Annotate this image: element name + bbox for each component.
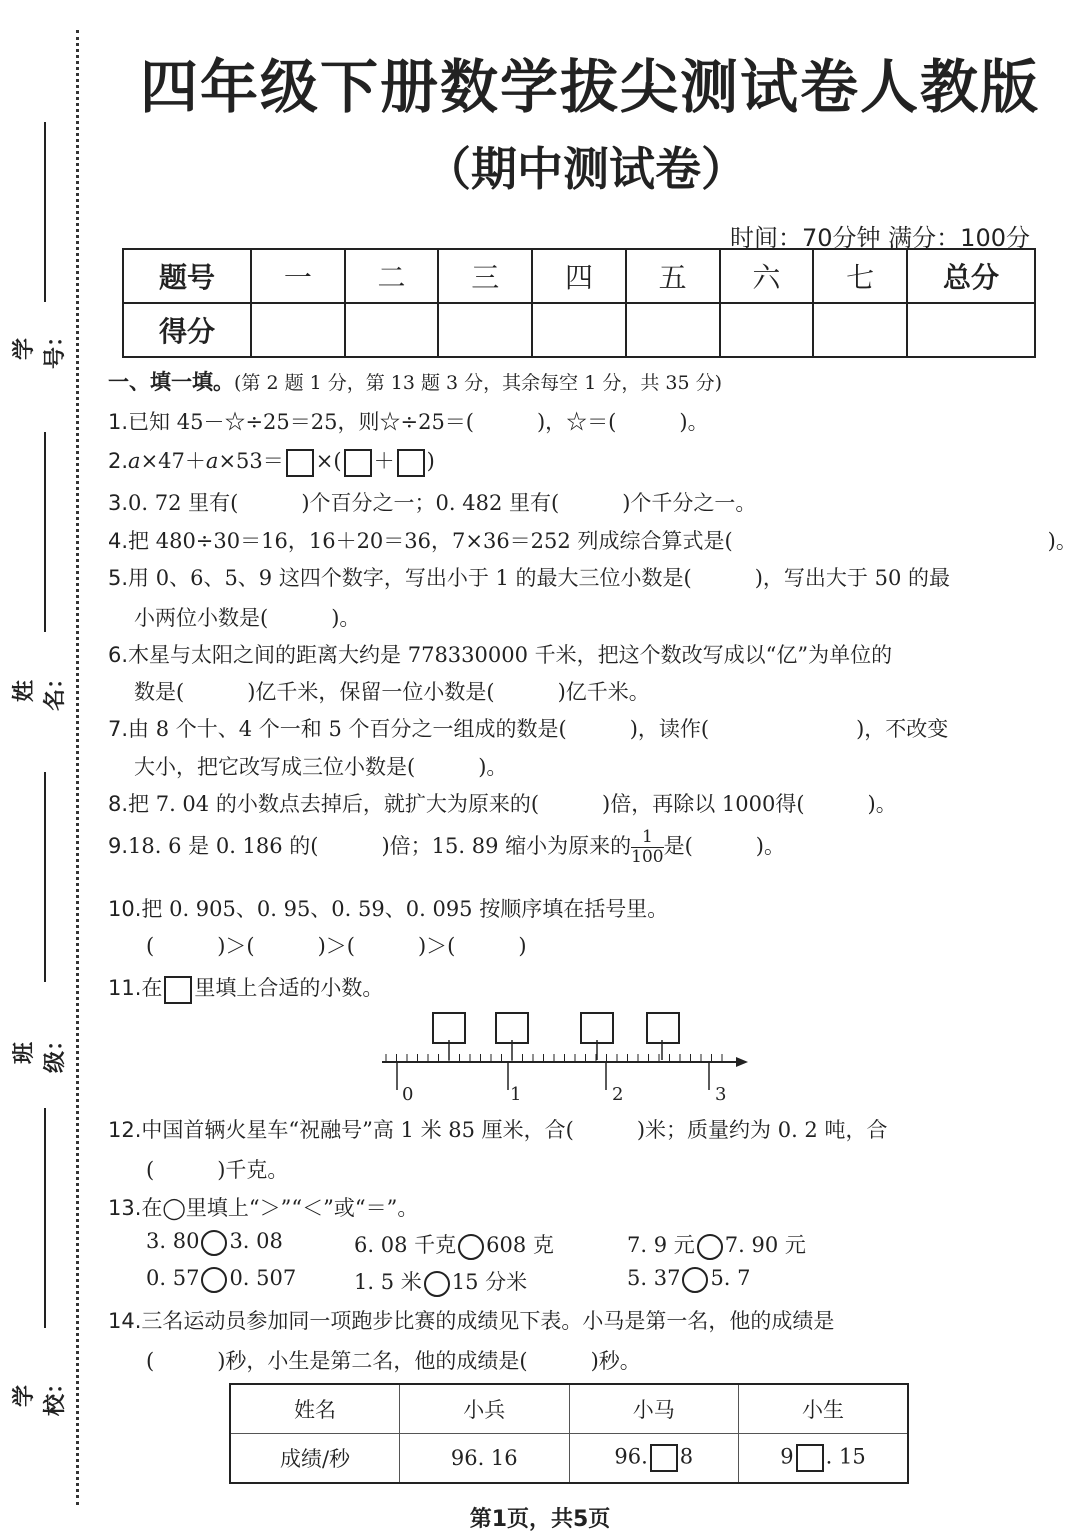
- score-row-label: 得分: [123, 303, 251, 357]
- compare-right: 0. 507: [229, 1266, 297, 1290]
- section-1-title: 一、填一填。: [108, 370, 234, 394]
- question-14: [108, 1305, 834, 1335]
- compare-item: [354, 1229, 554, 1260]
- score-header-cell: 总分: [907, 249, 1035, 303]
- compare-item: [627, 1266, 751, 1293]
- score-cell[interactable]: [907, 303, 1035, 357]
- fraction-numerator: 1: [631, 828, 663, 848]
- score-cell[interactable]: [532, 303, 626, 357]
- compare-circle[interactable]: [424, 1271, 450, 1297]
- question-text: 由 8 个十、4 个一和 5 个百分之一组成的数是( )，读作( )，不改变: [128, 717, 949, 741]
- question-2: [108, 445, 435, 477]
- answer-box[interactable]: [397, 449, 425, 477]
- number-line: [370, 1040, 760, 1110]
- race-score-ma: [569, 1434, 739, 1484]
- question-number: 4.: [108, 529, 129, 553]
- question-number: 10.: [108, 897, 142, 921]
- digit-box[interactable]: [796, 1444, 824, 1472]
- question-text: 里填上合适的小数。: [194, 976, 384, 1000]
- tick-label-3: 3: [715, 1084, 727, 1105]
- fraction-denominator: 100: [631, 847, 664, 867]
- question-text: ＋: [373, 449, 395, 473]
- score-prefix: 9: [780, 1444, 794, 1469]
- score-table: [122, 248, 1036, 358]
- question-12: [108, 1114, 887, 1144]
- question-text: 18. 6 是 0. 186 的( )倍；15. 89 缩小为原来的: [128, 834, 632, 858]
- compare-circle[interactable]: [201, 1230, 227, 1256]
- question-number: 13.: [108, 1196, 142, 1220]
- question-7-line-2: 大小，把它改写成三位小数是( )。: [134, 755, 508, 779]
- question-text: ×(: [315, 449, 342, 473]
- name-line: [44, 432, 46, 632]
- question-text: 中国首辆火星车“祝融号”高 1 米 85 厘米，合( )米；质量约为 0. 2 吨，合: [141, 1118, 888, 1142]
- compare-circle[interactable]: [458, 1234, 484, 1260]
- score-header-cell: 题号: [123, 249, 251, 303]
- tick-label-2: 2: [612, 1084, 624, 1105]
- compare-circle[interactable]: [201, 1267, 227, 1293]
- question-10: [108, 893, 668, 923]
- race-score-bing: 96. 16: [400, 1434, 570, 1484]
- student-no-line: [44, 122, 46, 302]
- tick-label-0: 0: [402, 1084, 414, 1105]
- variable-a: a: [128, 449, 141, 473]
- race-header-cell: 姓名: [230, 1384, 400, 1434]
- binding-dotted-line: [76, 30, 79, 1505]
- compare-left: 5. 37: [627, 1266, 681, 1290]
- school-label: 学校：: [12, 1371, 68, 1416]
- question-9: [108, 828, 785, 867]
- question-number: 6.: [108, 643, 129, 667]
- question-6-line-2: 数是( )亿千米，保留一位小数是( )亿千米。: [134, 680, 650, 704]
- score-cell[interactable]: [626, 303, 720, 357]
- school-line: [44, 1108, 46, 1328]
- question-text: 木星与太阳之间的距离大约是 778330000 千米，把这个数改写成以“亿”为单位的: [128, 643, 893, 667]
- question-number: 5.: [108, 566, 129, 590]
- score-suffix: . 15: [825, 1444, 866, 1469]
- number-line-ticks: [386, 1054, 722, 1062]
- major-tick-arrows: [397, 1062, 709, 1090]
- score-suffix: 8: [679, 1444, 694, 1469]
- score-header-cell: 二: [345, 249, 439, 303]
- question-text: 已知 45－☆÷25＝25，则☆÷25＝( )，☆＝( )。: [128, 410, 709, 434]
- question-text: 把 480÷30＝16，16＋20＝36，7×36＝252 列成综合算式是( )。: [128, 529, 1077, 553]
- compare-circle[interactable]: [682, 1267, 708, 1293]
- question-3: [108, 487, 756, 517]
- time-info: 时间：70分钟 满分：100分: [730, 224, 1030, 252]
- compare-right: 3. 08: [229, 1229, 283, 1253]
- question-1: [108, 406, 709, 436]
- compare-left: 3. 80: [146, 1229, 200, 1253]
- section-1-heading: [108, 366, 722, 396]
- question-number: 7.: [108, 717, 129, 741]
- question-10-line-2: ( )＞( )＞( )＞( ): [146, 934, 527, 958]
- question-5-line-2: 小两位小数是( )。: [134, 606, 361, 630]
- compare-right: 7. 90 元: [724, 1233, 806, 1257]
- compare-item: [627, 1229, 806, 1260]
- question-number: 1.: [108, 410, 129, 434]
- race-results-table: [229, 1383, 909, 1484]
- fraction: [631, 828, 663, 867]
- compare-item: [146, 1266, 296, 1293]
- score-cell[interactable]: [720, 303, 814, 357]
- race-score-row: [230, 1434, 908, 1484]
- score-prefix: 96.: [614, 1444, 648, 1469]
- race-header-row: [230, 1384, 908, 1434]
- score-cell[interactable]: [345, 303, 439, 357]
- question-4: [108, 525, 1077, 555]
- compare-left: 0. 57: [146, 1266, 200, 1290]
- question-7: [108, 713, 948, 743]
- number-line-arrow: [736, 1057, 748, 1067]
- page-subtitle: （期中测试卷）: [425, 142, 747, 196]
- compare-circle[interactable]: [697, 1234, 723, 1260]
- question-text: ×53＝: [218, 449, 284, 473]
- score-cell[interactable]: [251, 303, 345, 357]
- tick-label-1: 1: [510, 1084, 522, 1105]
- compare-right: 608 克: [486, 1233, 554, 1257]
- question-11: [108, 972, 383, 1004]
- question-text: 三名运动员参加同一项跑步比赛的成绩见下表。小马是第一名，他的成绩是: [141, 1309, 835, 1333]
- question-text: 在: [141, 976, 163, 1000]
- question-text: 用 0、6、5、9 这四个数字，写出小于 1 的最大三位小数是( )，写出大于 50 的最: [128, 566, 951, 590]
- race-header-cell: 小生: [739, 1384, 909, 1434]
- question-number: 8.: [108, 792, 129, 816]
- question-14-line-2: ( )秒，小生是第二名，他的成绩是( )秒。: [146, 1349, 641, 1373]
- question-text: 0. 72 里有( )个百分之一；0. 482 里有( )个千分之一。: [128, 491, 757, 515]
- digit-box[interactable]: [650, 1444, 678, 1472]
- question-text: 把 0. 905、0. 95、0. 59、0. 095 按顺序填在括号里。: [141, 897, 669, 921]
- score-header-cell: 五: [626, 249, 720, 303]
- compare-right: 15 分米: [451, 1270, 528, 1294]
- question-text: ×47＋: [140, 449, 206, 473]
- compare-left: 1. 5 米: [354, 1270, 422, 1294]
- section-1-note: (第 2 题 1 分，第 13 题 3 分，其余每空 1 分，共 35 分): [234, 372, 723, 394]
- name-label: 姓名：: [12, 666, 68, 711]
- race-header-cell: 小马: [569, 1384, 739, 1434]
- question-number: 9.: [108, 834, 129, 858]
- question-5: [108, 562, 950, 592]
- answer-box[interactable]: [286, 449, 314, 477]
- question-13: [108, 1192, 418, 1222]
- compare-left: 6. 08 千克: [354, 1233, 457, 1257]
- compare-item: [354, 1266, 527, 1297]
- race-score-sheng: [739, 1434, 909, 1484]
- score-cell[interactable]: [438, 303, 532, 357]
- class-label: 班级：: [12, 1028, 68, 1073]
- page-title: 四年级下册数学拔尖测试卷人教版: [140, 53, 1041, 121]
- score-header-cell: 六: [720, 249, 814, 303]
- question-text: 把 7. 04 的小数点去掉后，就扩大为原来的( )倍，再除以 1000得( )。: [128, 792, 897, 816]
- race-row-label: 成绩/秒: [230, 1434, 400, 1484]
- question-8: [108, 788, 897, 818]
- question-6: [108, 639, 892, 669]
- question-number: 2.: [108, 449, 129, 473]
- box-symbol: [164, 976, 192, 1004]
- race-header-cell: 小兵: [400, 1384, 570, 1434]
- compare-right: 5. 7: [710, 1266, 751, 1290]
- score-header-row: [123, 249, 1035, 303]
- question-text: 在◯里填上“＞”“＜”或“＝”。: [141, 1196, 419, 1220]
- question-number: 11.: [108, 976, 142, 1000]
- score-header-cell: 七: [813, 249, 907, 303]
- compare-left: 7. 9 元: [627, 1233, 695, 1257]
- compare-item: [146, 1229, 283, 1256]
- question-12-line-2: ( )千克。: [146, 1158, 289, 1182]
- score-cell[interactable]: [813, 303, 907, 357]
- student-no-label: 学号：: [12, 324, 68, 369]
- question-number: 12.: [108, 1118, 142, 1142]
- variable-a: a: [205, 449, 219, 473]
- question-number: 14.: [108, 1309, 142, 1333]
- score-header-cell: 四: [532, 249, 626, 303]
- question-text: 是( )。: [663, 834, 785, 858]
- score-header-cell: 一: [251, 249, 345, 303]
- question-number: 3.: [108, 491, 129, 515]
- question-text: ): [426, 449, 435, 473]
- score-header-cell: 三: [438, 249, 532, 303]
- answer-box[interactable]: [344, 449, 372, 477]
- page-footer: 第1页，共5页: [469, 1507, 611, 1532]
- score-value-row: [123, 303, 1035, 357]
- class-line: [44, 772, 46, 982]
